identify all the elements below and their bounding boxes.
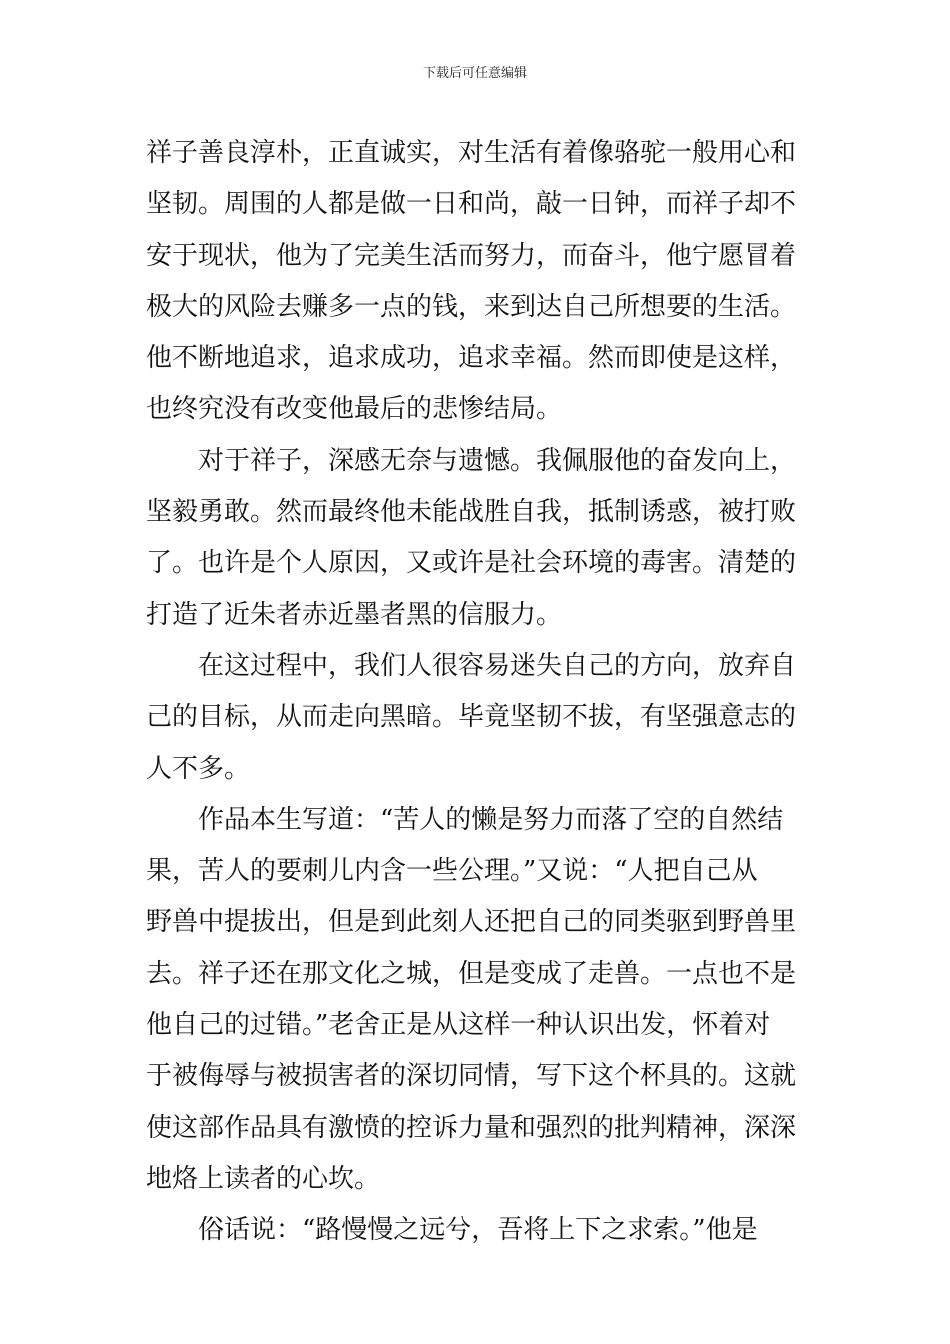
text-line: 他自己的过错。”老舍正是从这样一种认识出发，怀着对 xyxy=(146,1010,771,1041)
page-header: 下载后可任意编辑 xyxy=(422,66,527,81)
text-line: 打造了近朱者赤近墨者黑的信服力。 xyxy=(146,599,563,630)
paragraph-first-line: 在这过程中，我们人很容易迷失自己的方向，放弃自 xyxy=(198,650,797,681)
text-line: 了。也许是个人原因，又或许是社会环境的毒害。清楚的 xyxy=(146,548,797,579)
text-line: 安于现状，他为了完美生活而努力，而奋斗，他宁愿冒着 xyxy=(146,240,797,271)
text-line: 他不断地追求，追求成功，追求幸福。然而即使是这样， xyxy=(146,343,797,374)
text-line: 地烙上读者的心坎。 xyxy=(146,1163,381,1194)
text-line: 于被侮辱与被损害者的深切同情，写下这个杯具的。这就 xyxy=(146,1061,797,1092)
paragraph-first-line: 作品本生写道：“苦人的懒是努力而落了空的自然结 xyxy=(198,804,784,835)
text-line: 野兽中提拔出，但是到此刻人还把自己的同类驱到野兽里 xyxy=(146,907,797,938)
text-line: 己的目标，从而走向黑暗。毕竟坚韧不拔，有坚强意志的 xyxy=(146,702,797,733)
text-line: 人不多。 xyxy=(146,753,251,784)
text-line: 去。祥子还在那文化之城，但是变成了走兽。一点也不是 xyxy=(146,958,797,989)
text-line: 坚毅勇敢。然而最终他未能战胜自我，抵制诱惑，被打败 xyxy=(146,497,797,528)
document-body xyxy=(146,128,808,1257)
text-line: 坚韧。周围的人都是做一日和尚，敲一日钟，而祥子却不 xyxy=(146,189,797,220)
text-line: 也终究没有改变他最后的悲惨结局。 xyxy=(146,394,563,425)
text-line: 使这部作品具有激愤的控诉力量和强烈的批判精神，深深 xyxy=(146,1112,797,1143)
text-line: 极大的风险去赚多一点的钱，来到达自己所想要的生活。 xyxy=(146,291,797,322)
text-line: 果，苦人的要刺儿内含一些公理。”又说：“人把自己从 xyxy=(146,856,758,887)
paragraph-first-line: 俗话说：“路慢慢之远兮，吾将上下之求索。”他是 xyxy=(198,1215,758,1246)
text-line: 祥子善良淳朴，正直诚实，对生活有着像骆驼一般用心和 xyxy=(146,138,797,168)
paragraph-first-line: 对于祥子，深感无奈与遗憾。我佩服他的奋发向上， xyxy=(198,445,797,476)
